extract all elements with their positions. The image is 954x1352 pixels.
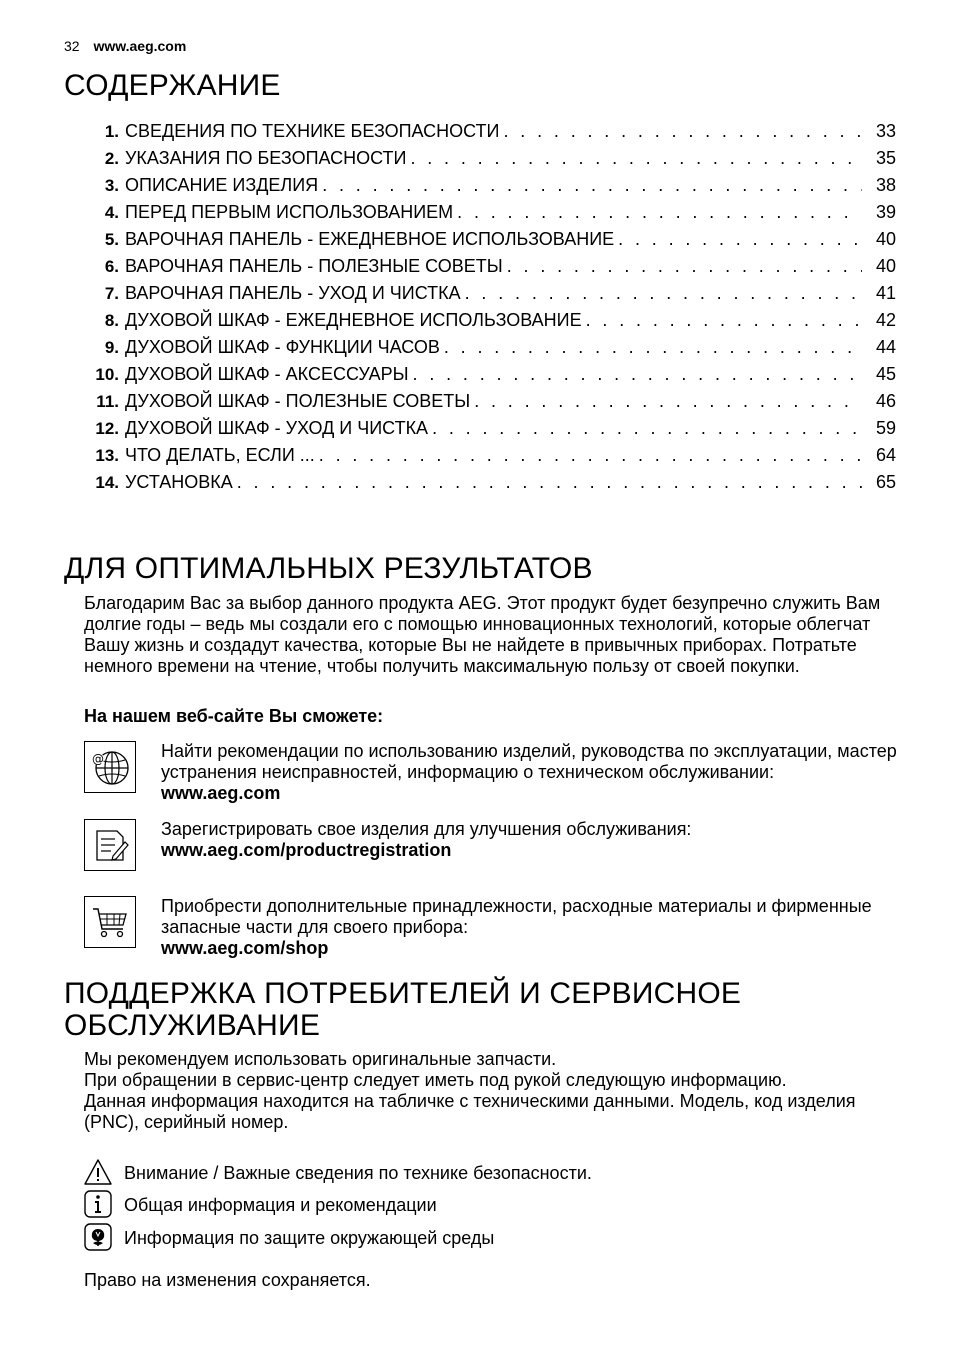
optimal-results-text: Благодарим Вас за выбор данного продукта AEG. Этот продукт будет безупречно служить Вам долгие годы – ведь мы создали его с помощью инновационных технологий, которые облегчат Вашу жизнь и создадут качества, которые Вы не найдете в привычных приборах. Потратьте немного времени на чтение, чтобы получить максимальную пользу от своей покупки. xyxy=(84,593,881,676)
toc-item-title: ОПИСАНИЕ ИЗДЕЛИЯ xyxy=(125,175,319,195)
toc-item-number: 7. xyxy=(104,284,119,303)
toc-item[interactable] xyxy=(78,310,896,337)
website-lead: На нашем веб-сайте Вы сможете: xyxy=(84,706,384,726)
toc-item[interactable] xyxy=(78,283,896,310)
toc-item-title: ВАРОЧНАЯ ПАНЕЛЬ - ПОЛЕЗНЫЕ СОВЕТЫ xyxy=(125,256,503,276)
toc-item-page: 46 xyxy=(875,391,896,411)
support-text xyxy=(84,1049,904,1133)
toc-item-leader xyxy=(474,391,862,412)
toc-item-page: 40 xyxy=(875,229,896,249)
toc-item-title: ДУХОВОЙ ШКАФ - ЕЖЕДНЕВНОЕ ИСПОЛЬЗОВАНИЕ xyxy=(125,310,582,330)
table-of-contents xyxy=(78,121,896,499)
toc-item-page: 59 xyxy=(875,418,896,438)
toc-item-page: 42 xyxy=(875,310,896,330)
toc-item-title: ЧТО ДЕЛАТЬ, ЕСЛИ ... xyxy=(125,445,315,465)
toc-item-title: ДУХОВОЙ ШКАФ - ПОЛЕЗНЫЕ СОВЕТЫ xyxy=(125,391,471,411)
toc-item-leader xyxy=(432,418,862,439)
toc-item-number: 13. xyxy=(95,446,119,465)
toc-item[interactable] xyxy=(78,472,896,499)
toc-item-page: 38 xyxy=(875,175,896,195)
toc-item-leader xyxy=(319,445,862,466)
toc-item[interactable] xyxy=(78,121,896,148)
toc-item-number: 6. xyxy=(104,257,119,276)
toc-item-number: 9. xyxy=(104,338,119,357)
toc-item-title: УСТАНОВКА xyxy=(125,472,233,492)
toc-item-title: ДУХОВОЙ ШКАФ - ФУНКЦИИ ЧАСОВ xyxy=(125,337,440,357)
toc-item-page: 40 xyxy=(875,256,896,276)
toc-item[interactable] xyxy=(78,445,896,472)
toc-item-leader xyxy=(457,202,862,223)
toc-item[interactable] xyxy=(78,364,896,391)
toc-item-leader xyxy=(465,283,862,304)
toc-item-leader xyxy=(586,310,862,331)
support-title: ПОДДЕРЖКА ПОТРЕБИТЕЛЕЙ И СЕРВИСНОЕ ОБСЛУЖИВАНИЕ xyxy=(64,977,742,1042)
toc-item[interactable] xyxy=(78,391,896,418)
toc-item-title: ДУХОВОЙ ШКАФ - АКСЕССУАРЫ xyxy=(125,364,409,384)
toc-item-title: УКАЗАНИЯ ПО БЕЗОПАСНОСТИ xyxy=(125,148,407,168)
toc-item-page: 45 xyxy=(875,364,896,384)
toc-item-page: 41 xyxy=(875,283,896,303)
page-header xyxy=(64,38,186,54)
registration-form-icon xyxy=(84,819,136,871)
legend-environment xyxy=(84,1223,904,1251)
toc-item-title: ВАРОЧНАЯ ПАНЕЛЬ - ЕЖЕДНЕВНОЕ ИСПОЛЬЗОВАНИЕ xyxy=(125,229,615,249)
toc-item[interactable] xyxy=(78,418,896,445)
toc-item-number: 10. xyxy=(95,365,119,384)
support-line: При обращении в сервис-центр следует иметь под рукой следующую информацию. xyxy=(84,1070,787,1090)
toc-item-number: 5. xyxy=(104,230,119,249)
toc-item-page: 35 xyxy=(875,148,896,168)
toc-item-page: 39 xyxy=(875,202,896,222)
toc-item-leader xyxy=(618,229,862,250)
feature-shop-link[interactable]: www.aeg.com/shop xyxy=(161,938,329,958)
info-icon xyxy=(84,1190,112,1218)
legend-info-text: Общая информация и рекомендации xyxy=(124,1195,437,1215)
toc-item[interactable] xyxy=(78,337,896,364)
toc-item-number: 8. xyxy=(104,311,119,330)
feature-registration-text: Зарегистрировать свое изделия для улучшения обслуживания: xyxy=(161,819,692,839)
legend-warning-text: Внимание / Важные сведения по технике безопасности. xyxy=(124,1163,592,1183)
toc-item-number: 2. xyxy=(104,149,119,168)
toc-item-leader xyxy=(504,121,863,142)
toc-item-leader xyxy=(413,364,862,385)
toc-item-number: 1. xyxy=(104,122,119,141)
svg-text:@: @ xyxy=(92,752,104,766)
toc-item-page: 64 xyxy=(875,445,896,465)
warning-icon xyxy=(84,1158,112,1186)
globe-at-icon xyxy=(84,741,136,793)
support-line: Мы рекомендуем использовать оригинальные запчасти. xyxy=(84,1049,557,1069)
toc-item-number: 14. xyxy=(95,473,119,492)
legend-warning xyxy=(84,1158,904,1186)
toc-item-title: СВЕДЕНИЯ ПО ТЕХНИКЕ БЕЗОПАСНОСТИ xyxy=(125,121,500,141)
optimal-results-title: ДЛЯ ОПТИМАЛЬНЫХ РЕЗУЛЬТАТОВ xyxy=(64,552,593,585)
header-site-link[interactable]: www.aeg.com xyxy=(93,38,187,54)
toc-item-page: 65 xyxy=(875,472,896,492)
feature-registration-link[interactable]: www.aeg.com/productregistration xyxy=(161,840,452,860)
support-line: Данная информация находится на табличке с техническими данными. Модель, код изделия (PNC), серийный номер. xyxy=(84,1091,856,1132)
toc-item-leader xyxy=(237,472,862,493)
toc-item-page: 33 xyxy=(875,121,896,141)
feature-support-text: Найти рекомендации по использованию изделий, руководства по эксплуатации, мастер устранения неисправностей, информацию о техническом обслуживании: xyxy=(161,741,897,782)
toc-item-page: 44 xyxy=(875,337,896,357)
toc-item-title: ПЕРЕД ПЕРВЫМ ИСПОЛЬЗОВАНИЕМ xyxy=(125,202,454,222)
toc-title: СОДЕРЖАНИЕ xyxy=(64,69,281,102)
toc-item[interactable] xyxy=(78,148,896,175)
toc-item-number: 4. xyxy=(104,203,119,222)
toc-item[interactable] xyxy=(78,175,896,202)
toc-item-leader xyxy=(444,337,862,358)
feature-support-link[interactable]: www.aeg.com xyxy=(161,783,281,803)
toc-item-title: ДУХОВОЙ ШКАФ - УХОД И ЧИСТКА xyxy=(125,418,429,438)
toc-item[interactable] xyxy=(78,256,896,283)
toc-item-leader xyxy=(410,148,862,169)
toc-item-title: ВАРОЧНАЯ ПАНЕЛЬ - УХОД И ЧИСТКА xyxy=(125,283,461,303)
toc-item-leader xyxy=(322,175,862,196)
shopping-cart-icon xyxy=(84,896,136,948)
rights-note: Право на изменения сохраняется. xyxy=(84,1270,371,1290)
toc-item-number: 3. xyxy=(104,176,119,195)
page-number: 32 xyxy=(64,38,80,54)
toc-item[interactable] xyxy=(78,202,896,229)
toc-item-leader xyxy=(507,256,862,277)
toc-item[interactable] xyxy=(78,229,896,256)
toc-item-number: 11. xyxy=(96,392,119,411)
legend-info xyxy=(84,1190,904,1218)
environment-icon xyxy=(84,1223,112,1251)
legend-environment-text: Информация по защите окружающей среды xyxy=(124,1228,495,1248)
feature-shop-text: Приобрести дополнительные принадлежности, расходные материалы и фирменные запасные части для своего прибора: xyxy=(161,896,872,937)
toc-item-number: 12. xyxy=(95,419,119,438)
